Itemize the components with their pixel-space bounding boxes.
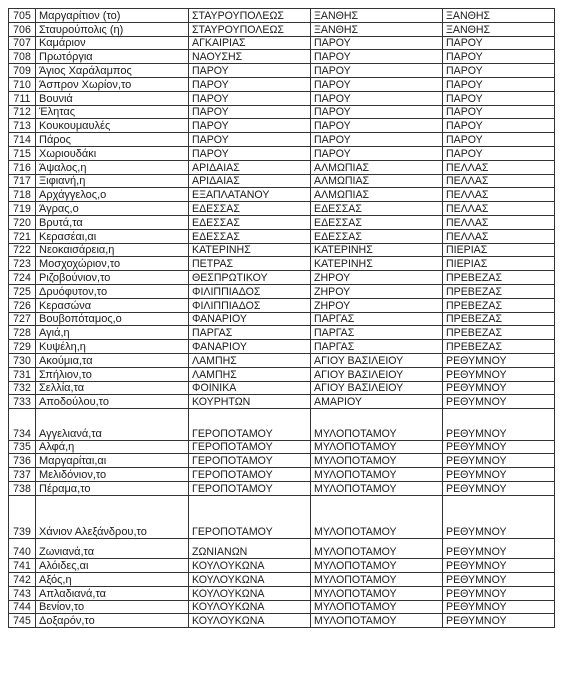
- settlement-name-cell: Μελιδόνιον,το: [36, 468, 189, 482]
- table-row: [9, 559, 555, 573]
- settlement-name-cell: Χωριουδάκι: [36, 146, 189, 160]
- row-number-cell: 727: [9, 312, 36, 326]
- municipality-cell: ΠΑΡΟΥ: [189, 77, 311, 91]
- municipality-cell: ΣΤΑΥΡΟΥΠΟΛΕΩΣ: [189, 22, 311, 36]
- settlement-name-cell: Ξιφιανή,η: [36, 174, 189, 188]
- municipality-cell: ΚΟΥΛΟΥΚΩΝΑ: [189, 586, 311, 600]
- province-cell: ΠΑΡΟΥ: [311, 77, 443, 91]
- prefecture-cell: ΠΡΕΒΕΖΑΣ: [443, 326, 555, 340]
- row-number-cell: 730: [9, 353, 36, 367]
- row-number-cell: 745: [9, 614, 36, 628]
- table-row: [9, 538, 555, 559]
- province-cell: ΜΥΛΟΠΟΤΑΜΟΥ: [311, 468, 443, 482]
- province-cell: ΜΥΛΟΠΟΤΑΜΟΥ: [311, 538, 443, 559]
- row-number-cell: 715: [9, 146, 36, 160]
- municipality-cell: ΦΙΛΙΠΠΙΑΔΟΣ: [189, 284, 311, 298]
- settlement-name-cell: Αξός,η: [36, 573, 189, 587]
- table-row: [9, 312, 555, 326]
- settlement-name-cell: Πάρος: [36, 133, 189, 147]
- table-row: [9, 454, 555, 468]
- prefecture-cell: ΡΕΘΥΜΝΟΥ: [443, 353, 555, 367]
- province-cell: ΠΑΡΓΑΣ: [311, 340, 443, 354]
- row-number-cell: 742: [9, 573, 36, 587]
- settlement-name-cell: Βουβοπόταμος,ο: [36, 312, 189, 326]
- settlement-name-cell: Βρυτά,τα: [36, 215, 189, 229]
- prefecture-cell: ΠΑΡΟΥ: [443, 119, 555, 133]
- prefecture-cell: ΡΕΘΥΜΝΟΥ: [443, 454, 555, 468]
- table-row: [9, 395, 555, 409]
- province-cell: ΑΛΜΩΠΙΑΣ: [311, 174, 443, 188]
- table-row: [9, 36, 555, 50]
- settlements-table: [8, 8, 555, 628]
- table-row: [9, 367, 555, 381]
- row-number-cell: 734: [9, 409, 36, 441]
- prefecture-cell: ΡΕΘΥΜΝΟΥ: [443, 381, 555, 395]
- province-cell: ΜΥΛΟΠΟΤΑΜΟΥ: [311, 482, 443, 496]
- municipality-cell: ΚΟΥΛΟΥΚΩΝΑ: [189, 600, 311, 614]
- province-cell: ΠΑΡΟΥ: [311, 64, 443, 78]
- row-number-cell: 735: [9, 440, 36, 454]
- table-row: [9, 340, 555, 354]
- table-row: [9, 440, 555, 454]
- province-cell: ΠΑΡΟΥ: [311, 36, 443, 50]
- municipality-cell: ΛΑΜΠΗΣ: [189, 367, 311, 381]
- municipality-cell: ΕΔΕΣΣΑΣ: [189, 215, 311, 229]
- table-row: [9, 119, 555, 133]
- settlement-name-cell: Αλόιδες,αι: [36, 559, 189, 573]
- settlement-name-cell: Χάνιον Αλεξάνδρου,το: [36, 495, 189, 538]
- table-row: [9, 133, 555, 147]
- prefecture-cell: ΡΕΘΥΜΝΟΥ: [443, 573, 555, 587]
- municipality-cell: ΓΕΡΟΠΟΤΑΜΟΥ: [189, 468, 311, 482]
- municipality-cell: ΚΟΥΛΟΥΚΩΝΑ: [189, 559, 311, 573]
- province-cell: ΠΑΡΓΑΣ: [311, 312, 443, 326]
- settlement-name-cell: Ζωνιανά,τα: [36, 538, 189, 559]
- prefecture-cell: ΠΑΡΟΥ: [443, 146, 555, 160]
- municipality-cell: ΦΑΝΑΡΙΟΥ: [189, 312, 311, 326]
- table-row: [9, 229, 555, 243]
- table-row: [9, 257, 555, 271]
- settlement-name-cell: Μαργαρίται,αι: [36, 454, 189, 468]
- prefecture-cell: ΞΑΝΘΗΣ: [443, 9, 555, 23]
- row-number-cell: 712: [9, 105, 36, 119]
- municipality-cell: ΓΕΡΟΠΟΤΑΜΟΥ: [189, 454, 311, 468]
- settlement-name-cell: Μαργαρίτιον (το): [36, 9, 189, 23]
- settlement-name-cell: Βενίον,το: [36, 600, 189, 614]
- row-number-cell: 723: [9, 257, 36, 271]
- prefecture-cell: ΠΡΕΒΕΖΑΣ: [443, 271, 555, 285]
- table-row: [9, 326, 555, 340]
- prefecture-cell: ΡΕΘΥΜΝΟΥ: [443, 482, 555, 496]
- prefecture-cell: ΡΕΘΥΜΝΟΥ: [443, 495, 555, 538]
- row-number-cell: 733: [9, 395, 36, 409]
- prefecture-cell: ΠΡΕΒΕΖΑΣ: [443, 298, 555, 312]
- table-row: [9, 298, 555, 312]
- settlement-name-cell: Άγιος Χαράλαμπος: [36, 64, 189, 78]
- municipality-cell: ΠΑΡΟΥ: [189, 146, 311, 160]
- row-number-cell: 709: [9, 64, 36, 78]
- row-number-cell: 728: [9, 326, 36, 340]
- prefecture-cell: ΠΕΛΛΑΣ: [443, 215, 555, 229]
- table-row: [9, 174, 555, 188]
- municipality-cell: ΛΑΜΠΗΣ: [189, 353, 311, 367]
- province-cell: ΞΑΝΘΗΣ: [311, 9, 443, 23]
- table-row: [9, 495, 555, 538]
- municipality-cell: ΓΕΡΟΠΟΤΑΜΟΥ: [189, 482, 311, 496]
- prefecture-cell: ΡΕΘΥΜΝΟΥ: [443, 440, 555, 454]
- settlement-name-cell: Σελλία,τα: [36, 381, 189, 395]
- prefecture-cell: ΠΑΡΟΥ: [443, 91, 555, 105]
- row-number-cell: 722: [9, 243, 36, 257]
- province-cell: ΑΛΜΩΠΙΑΣ: [311, 188, 443, 202]
- row-number-cell: 744: [9, 600, 36, 614]
- prefecture-cell: ΡΕΘΥΜΝΟΥ: [443, 409, 555, 441]
- province-cell: ΑΛΜΩΠΙΑΣ: [311, 160, 443, 174]
- province-cell: ΜΥΛΟΠΟΤΑΜΟΥ: [311, 440, 443, 454]
- municipality-cell: ΖΩΝΙΑΝΩΝ: [189, 538, 311, 559]
- municipality-cell: ΘΕΣΠΡΩΤΙΚΟΥ: [189, 271, 311, 285]
- table-row: [9, 105, 555, 119]
- prefecture-cell: ΠΑΡΟΥ: [443, 64, 555, 78]
- prefecture-cell: ΠΡΕΒΕΖΑΣ: [443, 340, 555, 354]
- municipality-cell: ΠΑΡΟΥ: [189, 105, 311, 119]
- settlement-name-cell: Καμάριον: [36, 36, 189, 50]
- settlement-name-cell: Πέραμα,το: [36, 482, 189, 496]
- table-row: [9, 91, 555, 105]
- municipality-cell: ΚΟΥΛΟΥΚΩΝΑ: [189, 614, 311, 628]
- row-number-cell: 714: [9, 133, 36, 147]
- prefecture-cell: ΠΑΡΟΥ: [443, 77, 555, 91]
- settlement-name-cell: Κυψέλη,η: [36, 340, 189, 354]
- province-cell: ΜΥΛΟΠΟΤΑΜΟΥ: [311, 600, 443, 614]
- row-number-cell: 740: [9, 538, 36, 559]
- prefecture-cell: ΡΕΘΥΜΝΟΥ: [443, 538, 555, 559]
- settlement-name-cell: Βουνιά: [36, 91, 189, 105]
- row-number-cell: 741: [9, 559, 36, 573]
- settlement-name-cell: Κερασέαι,αι: [36, 229, 189, 243]
- settlement-name-cell: Σπήλιον,το: [36, 367, 189, 381]
- municipality-cell: ΠΑΡΟΥ: [189, 91, 311, 105]
- settlement-name-cell: Μοσχοχώριον,το: [36, 257, 189, 271]
- prefecture-cell: ΠΑΡΟΥ: [443, 105, 555, 119]
- row-number-cell: 713: [9, 119, 36, 133]
- table-row: [9, 160, 555, 174]
- table-row: [9, 482, 555, 496]
- row-number-cell: 720: [9, 215, 36, 229]
- settlement-name-cell: Πρωτόργια: [36, 50, 189, 64]
- prefecture-cell: ΡΕΘΥΜΝΟΥ: [443, 559, 555, 573]
- settlement-name-cell: Άσπρον Χωρίον,το: [36, 77, 189, 91]
- settlement-name-cell: Δρυόφυτον,το: [36, 284, 189, 298]
- municipality-cell: ΓΕΡΟΠΟΤΑΜΟΥ: [189, 495, 311, 538]
- row-number-cell: 706: [9, 22, 36, 36]
- settlement-name-cell: Άψαλος,η: [36, 160, 189, 174]
- province-cell: ΠΑΡΟΥ: [311, 50, 443, 64]
- municipality-cell: ΑΡΙΔΑΙΑΣ: [189, 174, 311, 188]
- settlement-name-cell: Άγρας,ο: [36, 202, 189, 216]
- row-number-cell: 731: [9, 367, 36, 381]
- municipality-cell: ΑΡΙΔΑΙΑΣ: [189, 160, 311, 174]
- row-number-cell: 711: [9, 91, 36, 105]
- province-cell: ΖΗΡΟΥ: [311, 271, 443, 285]
- settlement-name-cell: Κερασώνα: [36, 298, 189, 312]
- table-row: [9, 77, 555, 91]
- row-number-cell: 725: [9, 284, 36, 298]
- province-cell: ΠΑΡΓΑΣ: [311, 326, 443, 340]
- province-cell: ΜΥΛΟΠΟΤΑΜΟΥ: [311, 454, 443, 468]
- province-cell: ΑΓΙΟΥ ΒΑΣΙΛΕΙΟΥ: [311, 353, 443, 367]
- row-number-cell: 718: [9, 188, 36, 202]
- settlement-name-cell: Ακούμια,τα: [36, 353, 189, 367]
- table-row: [9, 353, 555, 367]
- prefecture-cell: ΠΑΡΟΥ: [443, 133, 555, 147]
- municipality-cell: ΠΕΤΡΑΣ: [189, 257, 311, 271]
- municipality-cell: ΦΑΝΑΡΙΟΥ: [189, 340, 311, 354]
- municipality-cell: ΚΟΥΛΟΥΚΩΝΑ: [189, 573, 311, 587]
- table-row: [9, 188, 555, 202]
- prefecture-cell: ΡΕΘΥΜΝΟΥ: [443, 614, 555, 628]
- table-row: [9, 64, 555, 78]
- municipality-cell: ΚΑΤΕΡΙΝΗΣ: [189, 243, 311, 257]
- municipality-cell: ΠΑΡΓΑΣ: [189, 326, 311, 340]
- prefecture-cell: ΞΑΝΘΗΣ: [443, 22, 555, 36]
- settlement-name-cell: Νεοκαισάρεια,η: [36, 243, 189, 257]
- prefecture-cell: ΠΙΕΡΙΑΣ: [443, 243, 555, 257]
- row-number-cell: 705: [9, 9, 36, 23]
- province-cell: ΖΗΡΟΥ: [311, 284, 443, 298]
- row-number-cell: 710: [9, 77, 36, 91]
- prefecture-cell: ΠΕΛΛΑΣ: [443, 174, 555, 188]
- settlement-name-cell: Αγιά,η: [36, 326, 189, 340]
- prefecture-cell: ΠΡΕΒΕΖΑΣ: [443, 284, 555, 298]
- province-cell: ΕΔΕΣΣΑΣ: [311, 229, 443, 243]
- prefecture-cell: ΠΕΛΛΑΣ: [443, 202, 555, 216]
- row-number-cell: 717: [9, 174, 36, 188]
- municipality-cell: ΠΑΡΟΥ: [189, 133, 311, 147]
- province-cell: ΕΔΕΣΣΑΣ: [311, 202, 443, 216]
- row-number-cell: 726: [9, 298, 36, 312]
- municipality-cell: ΦΙΛΙΠΠΙΑΔΟΣ: [189, 298, 311, 312]
- table-row: [9, 243, 555, 257]
- settlement-name-cell: Κουκουμαυλές: [36, 119, 189, 133]
- prefecture-cell: ΡΕΘΥΜΝΟΥ: [443, 367, 555, 381]
- table-row: [9, 202, 555, 216]
- settlement-name-cell: Απλαδιανά,τα: [36, 586, 189, 600]
- province-cell: ΞΑΝΘΗΣ: [311, 22, 443, 36]
- settlement-name-cell: Αγγελιανά,τα: [36, 409, 189, 441]
- settlement-name-cell: Αλφά,η: [36, 440, 189, 454]
- prefecture-cell: ΠΕΛΛΑΣ: [443, 229, 555, 243]
- prefecture-cell: ΠΕΛΛΑΣ: [443, 188, 555, 202]
- municipality-cell: ΕΞΑΠΛΑΤΑΝΟΥ: [189, 188, 311, 202]
- table-row: [9, 50, 555, 64]
- row-number-cell: 707: [9, 36, 36, 50]
- province-cell: ΠΑΡΟΥ: [311, 133, 443, 147]
- prefecture-cell: ΡΕΘΥΜΝΟΥ: [443, 600, 555, 614]
- row-number-cell: 716: [9, 160, 36, 174]
- municipality-cell: ΣΤΑΥΡΟΥΠΟΛΕΩΣ: [189, 9, 311, 23]
- province-cell: ΑΜΑΡΙΟΥ: [311, 395, 443, 409]
- table-row: [9, 409, 555, 441]
- province-cell: ΕΔΕΣΣΑΣ: [311, 215, 443, 229]
- municipality-cell: ΝΑΟΥΣΗΣ: [189, 50, 311, 64]
- province-cell: ΑΓΙΟΥ ΒΑΣΙΛΕΙΟΥ: [311, 381, 443, 395]
- row-number-cell: 739: [9, 495, 36, 538]
- row-number-cell: 737: [9, 468, 36, 482]
- municipality-cell: ΓΕΡΟΠΟΤΑΜΟΥ: [189, 409, 311, 441]
- province-cell: ΜΥΛΟΠΟΤΑΜΟΥ: [311, 614, 443, 628]
- settlement-name-cell: Δοξαρόν,το: [36, 614, 189, 628]
- municipality-cell: ΓΕΡΟΠΟΤΑΜΟΥ: [189, 440, 311, 454]
- table-row: [9, 600, 555, 614]
- table-row: [9, 9, 555, 23]
- province-cell: ΜΥΛΟΠΟΤΑΜΟΥ: [311, 409, 443, 441]
- municipality-cell: ΠΑΡΟΥ: [189, 64, 311, 78]
- municipality-cell: ΑΓΚΑΙΡΙΑΣ: [189, 36, 311, 50]
- table-row: [9, 215, 555, 229]
- prefecture-cell: ΠΑΡΟΥ: [443, 36, 555, 50]
- settlement-name-cell: Ριζοβούνιον,το: [36, 271, 189, 285]
- settlement-name-cell: Σταυρούπολις (η): [36, 22, 189, 36]
- municipality-cell: ΠΑΡΟΥ: [189, 119, 311, 133]
- row-number-cell: 743: [9, 586, 36, 600]
- province-cell: ΜΥΛΟΠΟΤΑΜΟΥ: [311, 559, 443, 573]
- province-cell: ΠΑΡΟΥ: [311, 146, 443, 160]
- province-cell: ΑΓΙΟΥ ΒΑΣΙΛΕΙΟΥ: [311, 367, 443, 381]
- municipality-cell: ΦΟΙΝΙΚΑ: [189, 381, 311, 395]
- row-number-cell: 719: [9, 202, 36, 216]
- province-cell: ΠΑΡΟΥ: [311, 91, 443, 105]
- prefecture-cell: ΠΙΕΡΙΑΣ: [443, 257, 555, 271]
- municipality-cell: ΕΔΕΣΣΑΣ: [189, 202, 311, 216]
- prefecture-cell: ΠΡΕΒΕΖΑΣ: [443, 312, 555, 326]
- table-row: [9, 381, 555, 395]
- province-cell: ΠΑΡΟΥ: [311, 105, 443, 119]
- table-row: [9, 284, 555, 298]
- prefecture-cell: ΠΑΡΟΥ: [443, 50, 555, 64]
- table-row: [9, 468, 555, 482]
- row-number-cell: 729: [9, 340, 36, 354]
- province-cell: ΠΑΡΟΥ: [311, 119, 443, 133]
- settlements-table-body: [9, 9, 555, 628]
- province-cell: ΜΥΛΟΠΟΤΑΜΟΥ: [311, 586, 443, 600]
- table-row: [9, 614, 555, 628]
- settlement-name-cell: Αρχάγγελος,ο: [36, 188, 189, 202]
- row-number-cell: 721: [9, 229, 36, 243]
- settlement-name-cell: Αποδούλου,το: [36, 395, 189, 409]
- table-row: [9, 22, 555, 36]
- table-row: [9, 271, 555, 285]
- province-cell: ΜΥΛΟΠΟΤΑΜΟΥ: [311, 573, 443, 587]
- row-number-cell: 738: [9, 482, 36, 496]
- row-number-cell: 736: [9, 454, 36, 468]
- table-row: [9, 146, 555, 160]
- municipality-cell: ΚΟΥΡΗΤΩΝ: [189, 395, 311, 409]
- row-number-cell: 708: [9, 50, 36, 64]
- prefecture-cell: ΡΕΘΥΜΝΟΥ: [443, 468, 555, 482]
- province-cell: ΜΥΛΟΠΟΤΑΜΟΥ: [311, 495, 443, 538]
- province-cell: ΖΗΡΟΥ: [311, 298, 443, 312]
- municipality-cell: ΕΔΕΣΣΑΣ: [189, 229, 311, 243]
- prefecture-cell: ΡΕΘΥΜΝΟΥ: [443, 586, 555, 600]
- settlement-name-cell: Έλητας: [36, 105, 189, 119]
- table-row: [9, 586, 555, 600]
- row-number-cell: 732: [9, 381, 36, 395]
- row-number-cell: 724: [9, 271, 36, 285]
- province-cell: ΚΑΤΕΡΙΝΗΣ: [311, 257, 443, 271]
- prefecture-cell: ΡΕΘΥΜΝΟΥ: [443, 395, 555, 409]
- table-row: [9, 573, 555, 587]
- province-cell: ΚΑΤΕΡΙΝΗΣ: [311, 243, 443, 257]
- prefecture-cell: ΠΕΛΛΑΣ: [443, 160, 555, 174]
